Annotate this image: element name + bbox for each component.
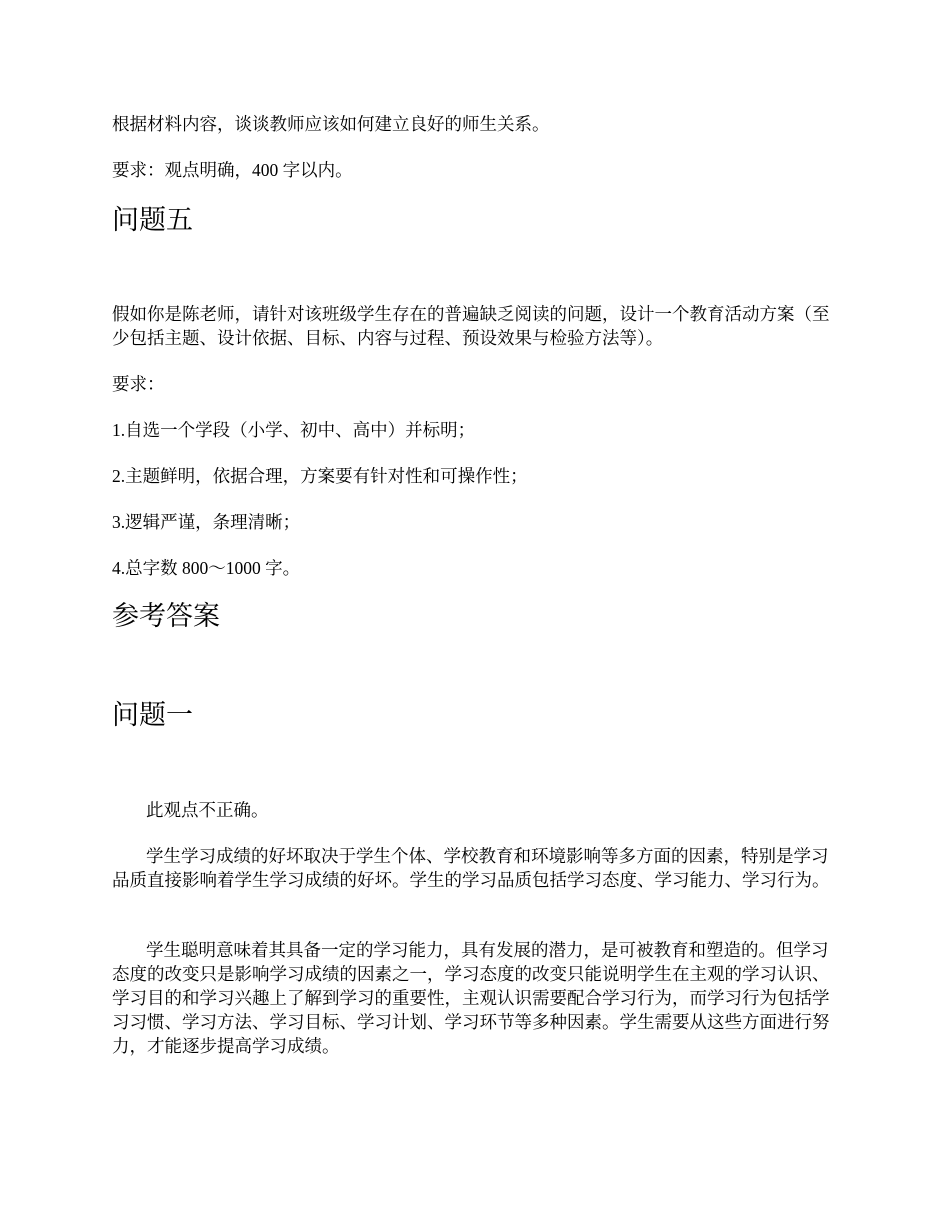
intro-task-paragraph: 根据材料内容，谈谈教师应该如何建立良好的师生关系。 [112, 114, 550, 134]
question-five-requirement-label: 要求： [112, 374, 165, 394]
answer-one-paragraph-1: 此观点不正确。 [146, 800, 269, 820]
answer-one-heading: 问题一 [112, 700, 193, 731]
question-five-requirement-4: 4.总字数 800～1000 字。 [112, 558, 301, 578]
question-five-task-paragraph: 假如你是陈老师，请针对该班级学生存在的普遍缺乏阅读的问题，设计一个教育活动方案（至少包括主题、设计依据、目标、内容与过程、预设效果与检验方法等）。 [112, 304, 830, 348]
question-five-heading: 问题五 [112, 205, 193, 236]
answer-one-paragraph-3: 学生聪明意味着其具备一定的学习能力，具有发展的潜力，是可被教育和塑造的。但学习态度的改变只是影响学习成绩的因素之一，学习态度的改变只能说明学生在主观的学习认识、学习目的和学习兴趣上了解到学习的重要性，主观认识需要配合学习行为，而学习行为包括学习习惯、学习方法、学习目标、学习计划、学习环节等多种因素。学生需要从这些方面进行努力，才能逐步提高学习成绩。 [112, 940, 830, 1056]
reference-answers-heading: 参考答案 [112, 601, 220, 632]
question-five-requirement-2: 2.主题鲜明，依据合理，方案要有针对性和可操作性； [112, 466, 528, 486]
answer-one-paragraph-2: 学生学习成绩的好坏取决于学生个体、学校教育和环境影响等多方面的因素，特别是学习品质直接影响着学生学习成绩的好坏。学生的学习品质包括学习态度、学习能力、学习行为。 [112, 846, 830, 890]
intro-requirement-paragraph: 要求：观点明确，400 字以内。 [112, 160, 353, 180]
question-five-requirement-1: 1.自选一个学段（小学、初中、高中）并标明； [112, 420, 476, 440]
question-five-requirement-3: 3.逻辑严谨，条理清晰； [112, 512, 301, 532]
